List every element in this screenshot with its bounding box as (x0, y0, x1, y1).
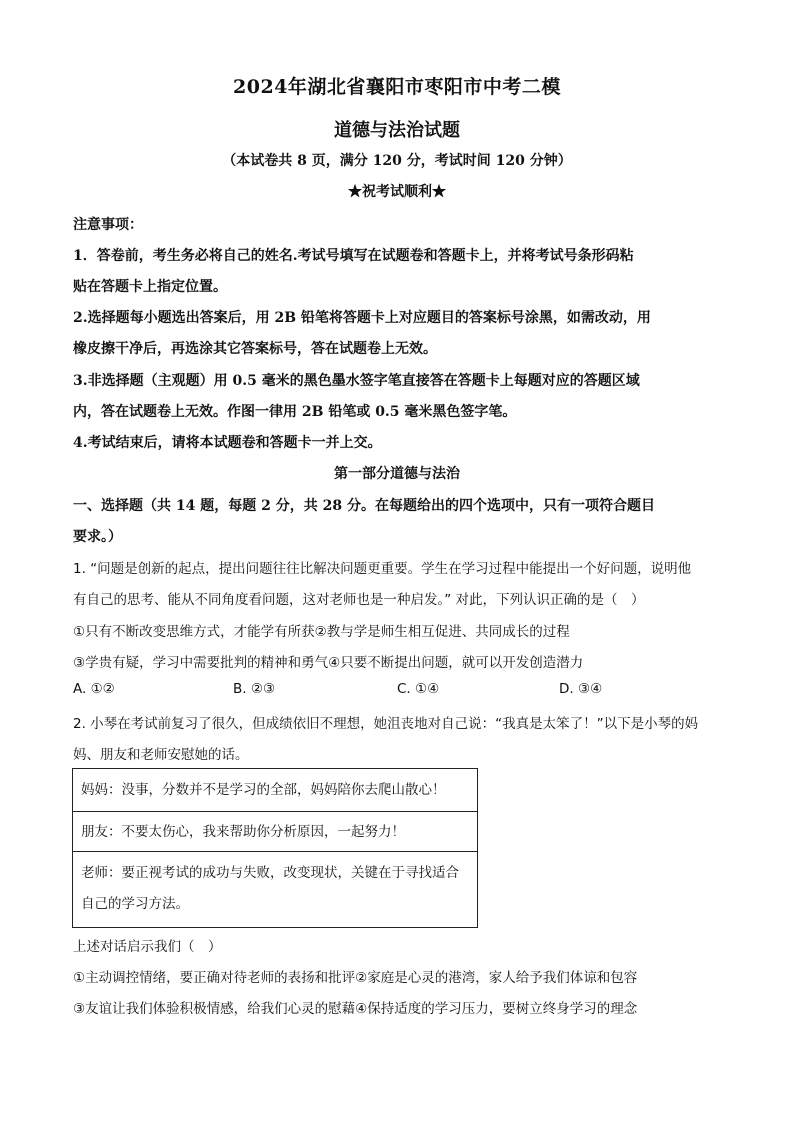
dialog-row-teacher: 老师：要正视考试的成功与失败，改变现状，关键在于寻找适合自己的学习方法。 (81, 865, 459, 912)
q1-option-b: B. ②③ (233, 681, 276, 697)
notice-line: 4.考试结束后，请将本试题卷和答题卡一并上交。 (73, 435, 382, 451)
q2-stem-line2: 妈、朋友和老师安慰她的话。 (73, 747, 249, 763)
exam-info: （本试卷共 8 页，满分 120 分，考试时间 120 分钟） (222, 153, 572, 169)
part-title: 第一部分道德与法治 (334, 466, 460, 482)
q2-statement-line1: ①主动调控情绪，要正确对待老师的表扬和批评②家庭是心灵的港湾，家人给予我们体谅和包容 (73, 970, 638, 986)
section-heading-line2: 要求。） (73, 529, 122, 545)
q1-option-d: D. ③④ (559, 681, 603, 697)
dialog-row-friend: 朋友：不要太伤心，我来帮助你分析原因，一起努力！ (73, 812, 477, 852)
notice-line: 2.选择题每小题选出答案后，用 2B 铅笔将答题卡上对应题目的答案标号涂黑，如需改动，用 (73, 310, 651, 326)
q1-statement-line1: ①只有不断改变思维方式，才能学有所获②教与学是师生相互促进、共同成长的过程 (73, 624, 570, 640)
notice-line: 1．答卷前，考生务必将自己的姓名.考试号填写在试题卷和答题卡上，并将考试号条形码粘 (73, 248, 634, 264)
section-heading-line1: 一、选择题（共 14 题，每题 2 分，共 28 分。在每题给出的四个选项中，只有一项符合题目 (73, 498, 655, 514)
q1-stem-line1: 1. “问题是创新的起点，提出问题往往比解决问题更重要。学生在学习过程中能提出一个好问题，说明他 (73, 561, 692, 577)
exam-subtitle: 道德与法治试题 (334, 120, 460, 141)
notice-heading: 注意事项： (73, 217, 143, 233)
q1-stem-line2: 有自己的思考、能从不同角度看问题，这对老师也是一种启发。” 对此，下列认识正确的是（ ） (73, 592, 645, 608)
q2-prompt: 上述对话启示我们（ ） (73, 939, 222, 955)
notice-line: 3.非选择题（主观题）用 0.5 毫米的黑色墨水签字笔直接答在答题卡上每题对应的答题区域 (73, 373, 640, 389)
exam-title: 2024年湖北省襄阳市枣阳市中考二模 (233, 76, 561, 98)
notice-line: 内，答在试题卷上无效。作图一律用 2B 铅笔或 0.5 毫米黑色签字笔。 (73, 404, 517, 420)
q2-statement-line2: ③友谊让我们体验积极情感，给我们心灵的慰藉④保持适度的学习压力，要树立终身学习的理念 (73, 1001, 638, 1017)
dialog-row-mother: 妈妈：没事，分数并不是学习的全部，妈妈陪你去爬山散心！ (73, 769, 477, 812)
exam-wish: ★祝考试顺利★ (348, 184, 446, 200)
q1-statement-line2: ③学贵有疑，学习中需要批判的精神和勇气④只要不断提出问题，就可以开发创造潜力 (73, 655, 584, 671)
q1-option-a: A. ①② (73, 681, 115, 697)
q2-dialog-table (72, 768, 478, 928)
notice-line: 贴在答题卡上指定位置。 (73, 279, 227, 295)
q1-option-c: C. ①④ (397, 681, 440, 697)
notice-line: 橡皮擦干净后，再选涂其它答案标号，答在试题卷上无效。 (73, 341, 437, 357)
q2-stem-line1: 2. 小琴在考试前复习了很久，但成绩依旧不理想，她沮丧地对自己说：“我真是太笨了！”以下是小琴的妈 (73, 716, 699, 732)
